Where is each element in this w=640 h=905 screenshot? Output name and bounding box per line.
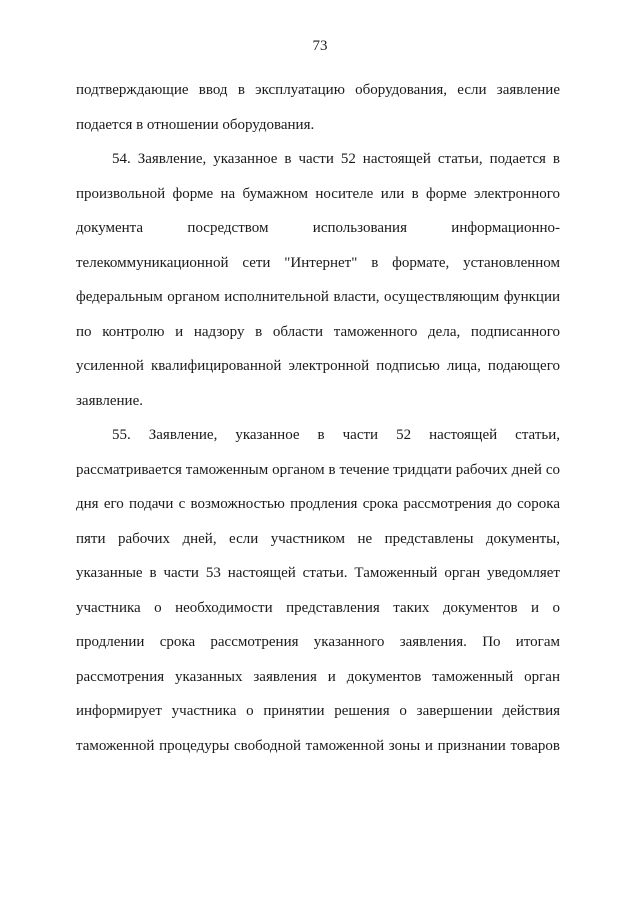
text-line: подается в отношении оборудования. (76, 116, 315, 133)
text-line: продлении срока рассмотрения указанного заявления. По итогам (76, 634, 560, 650)
text-line: документа посредством использования информационно- (76, 220, 560, 236)
text-line: участника о необходимости представления таких документов и о (76, 599, 560, 616)
text-line: заявление. (76, 392, 143, 409)
text-line: рассматривается таможенным органом в течение тридцати рабочих дней со (76, 461, 560, 478)
document-body (76, 73, 560, 763)
text-line: таможенной процедуры свободной таможенной зоны и признании товаров (76, 737, 560, 754)
page-number: 73 (312, 38, 328, 54)
paragraph-55-first-line: 55. Заявление, указанное в части 52 настоящей статьи, (112, 427, 560, 443)
text-line: федеральным органом исполнительной власти, осуществляющим функции (76, 289, 560, 305)
text-line: произвольной форме на бумажном носителе или в форме электронного (76, 185, 560, 202)
text-line: рассмотрения указанных заявления и документов таможенный орган (76, 668, 560, 685)
text-line: подтверждающие ввод в эксплуатацию оборудования, если заявление (76, 82, 560, 98)
paragraph-54-first-line: 54. Заявление, указанное в части 52 настоящей статьи, подается в (112, 151, 560, 167)
text-line: информирует участника о принятии решения о завершении действия (76, 703, 560, 719)
text-line: по контролю и надзору в области таможенного дела, подписанного (76, 323, 560, 340)
text-line: усиленной квалифицированной электронной подписью лица, подающего (76, 358, 560, 374)
text-line: дня его подачи с возможностью продления срока рассмотрения до сорока (76, 496, 560, 512)
text-line: пяти рабочих дней, если участником не представлены документы, (76, 530, 560, 547)
text-line: указанные в части 53 настоящей статьи. Таможенный орган уведомляет (76, 565, 560, 581)
text-line: телекоммуникационной сети "Интернет" в формате, установленном (76, 254, 560, 271)
